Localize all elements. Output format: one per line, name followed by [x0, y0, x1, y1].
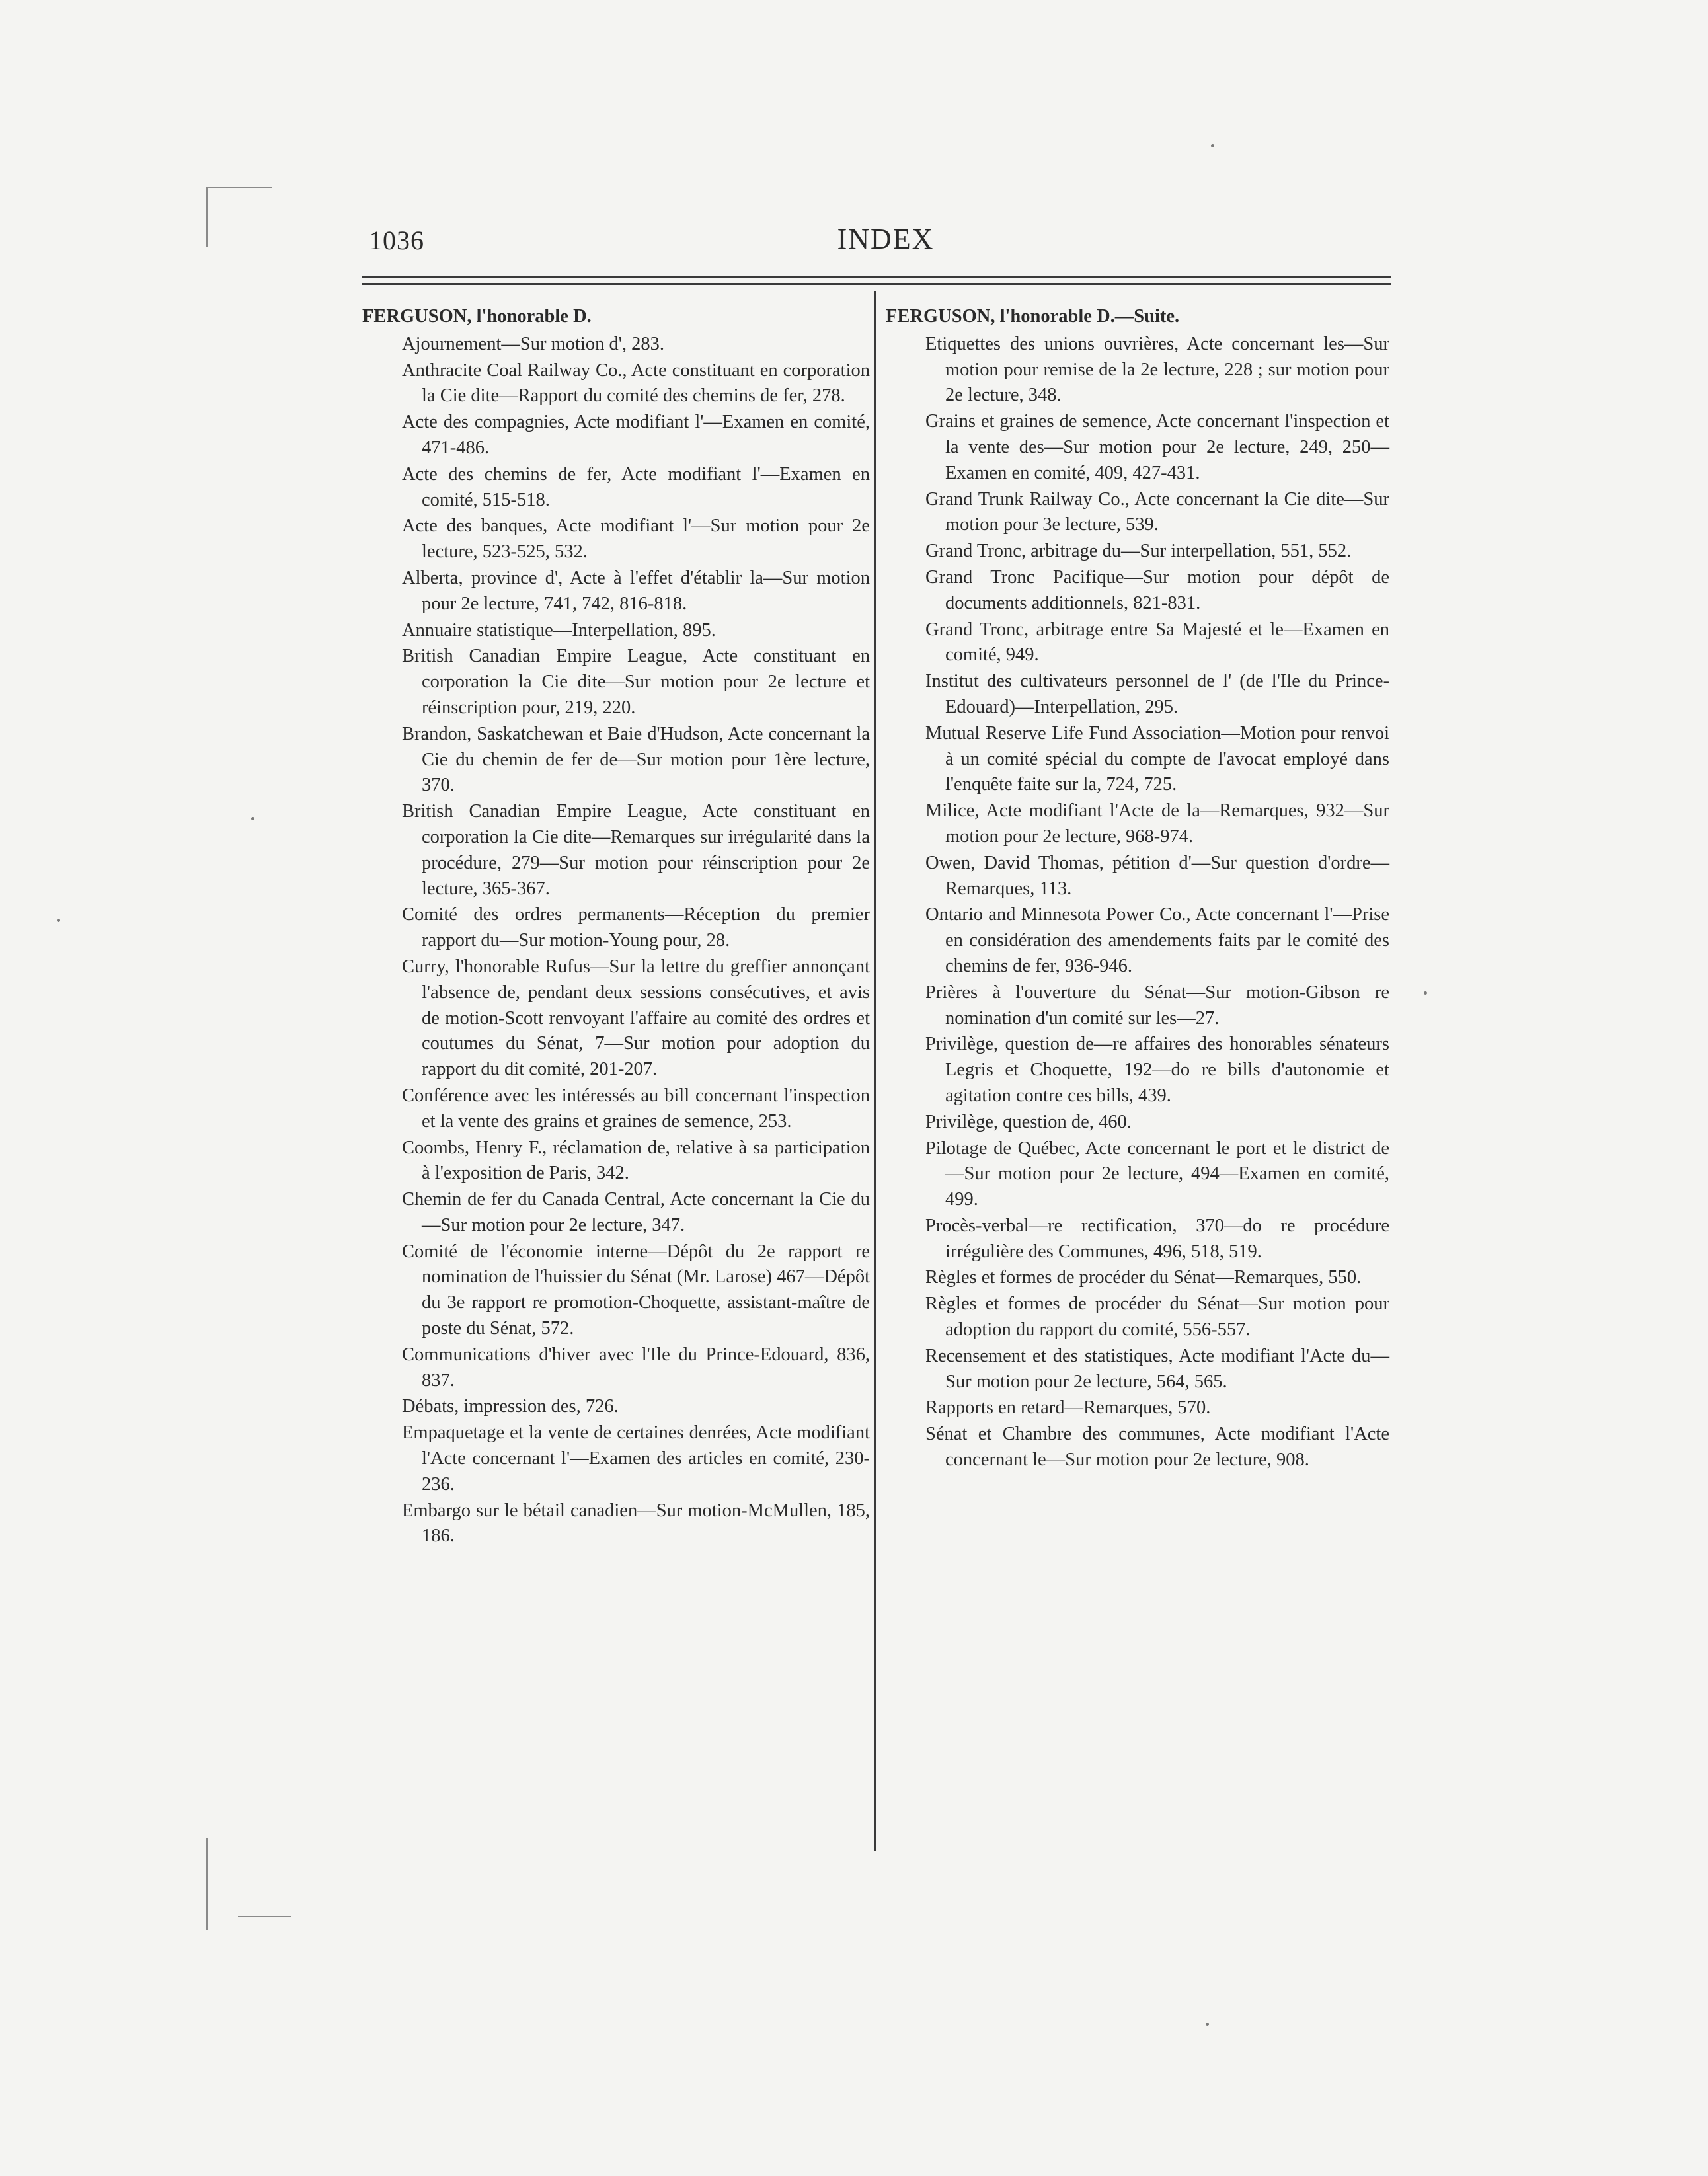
header-rule-bottom: [362, 283, 1391, 285]
index-entry: Anthracite Coal Railway Co., Acte constituant en corporation la Cie dite—Rapport du comité des chemins de fer, 278.: [402, 360, 870, 407]
index-entry-list: [362, 332, 870, 1549]
index-entry: Privilège, question de, 460.: [925, 1111, 1132, 1132]
index-entry: Ontario and Minnesota Power Co., Acte concernant l'—Prise en considération des amendements faits par le comité des chemins de fer, 936-946.: [925, 904, 1389, 976]
index-entry: Grand Trunk Railway Co., Acte concernant la Cie dite—Sur motion pour 3e lecture, 539.: [925, 488, 1389, 535]
index-entry: Communications d'hiver avec l'Ile du Prince-Edouard, 836, 837.: [402, 1344, 870, 1391]
index-entry: Curry, l'honorable Rufus—Sur la lettre du greffier annonçant l'absence de, pendant deux sessions consécutives, et avis de motion-Scott renvoyant l'affaire au comité des ordres et coutumes du Sénat, 7—Sur motion pour adoption du rapport du dit comité, 201-207.: [402, 956, 870, 1080]
index-entry: Grand Tronc, arbitrage entre Sa Majesté et le—Examen en comité, 949.: [925, 619, 1389, 666]
index-entry: Etiquettes des unions ouvrières, Acte concernant les—Sur motion pour remise de la 2e lecture, 228 ; sur motion pour 2e lecture, 348.: [925, 333, 1389, 406]
index-heading-continued: FERGUSON, l'honorable D.—Suite.: [886, 306, 1180, 327]
index-entry: Règles et formes de procéder du Sénat—Remarques, 550.: [925, 1267, 1362, 1288]
scan-speck: [251, 817, 254, 820]
crop-mark-top: [206, 187, 272, 188]
index-entry: Recensement et des statistiques, Acte modifiant l'Acte du—Sur motion pour 2e lecture, 564, 565.: [925, 1345, 1389, 1392]
index-entry: British Canadian Empire League, Acte constituant en corporation la Cie dite—Sur motion pour 2e lecture et réinscription pour, 219, 220.: [402, 646, 870, 718]
index-entry: Owen, David Thomas, pétition d'—Sur question d'ordre—Remarques, 113.: [925, 852, 1389, 899]
scan-speck: [1211, 144, 1214, 147]
crop-mark-bottom: [238, 1916, 291, 1917]
index-entry: Ajournement—Sur motion d', 283.: [402, 333, 664, 354]
index-entry: Procès-verbal—re rectification, 370—do re procédure irrégulière des Communes, 496, 518, 519.: [925, 1215, 1389, 1262]
crop-mark-left-lower: [206, 1838, 208, 1930]
index-entry: Acte des compagnies, Acte modifiant l'—Examen en comité, 471-486.: [402, 412, 870, 458]
index-heading: FERGUSON, l'honorable D.: [362, 306, 592, 327]
index-entry: Institut des cultivateurs personnel de l' (de l'Ile du Prince-Edouard)—Interpellation, 295.: [925, 671, 1389, 717]
index-entry: Comité de l'économie interne—Dépôt du 2e rapport re nomination de l'huissier du Sénat (Mr. Larose) 467—Dépôt du 3e rapport re promotion-Choquette, assistant-maître de poste du Sénat, 572.: [402, 1241, 870, 1339]
page-number: 1036: [369, 225, 424, 255]
column-divider: [874, 291, 876, 1851]
scan-speck: [57, 919, 60, 922]
header-rule-top: [362, 276, 1391, 278]
index-entry: Sénat et Chambre des communes, Acte modifiant l'Acte concernant le—Sur motion pour 2e lecture, 908.: [925, 1424, 1389, 1471]
index-entry: Grand Tronc, arbitrage du—Sur interpellation, 551, 552.: [925, 541, 1352, 562]
index-entry: Alberta, province d', Acte à l'effet d'établir la—Sur motion pour 2e lecture, 741, 742, 816-818.: [402, 567, 870, 614]
index-entry: Grand Tronc Pacifique—Sur motion pour dépôt de documents additionnels, 821-831.: [925, 566, 1389, 613]
index-entry: Conférence avec les intéressés au bill concernant l'inspection et la vente des grains et graines de semence, 253.: [402, 1085, 870, 1132]
index-entry: Pilotage de Québec, Acte concernant le port et le district de—Sur motion pour 2e lecture, 494—Examen en comité, 499.: [925, 1138, 1389, 1210]
index-entry: Prières à l'ouverture du Sénat—Sur motion-Gibson re nomination d'un comité sur les—27.: [925, 982, 1389, 1029]
index-entry: British Canadian Empire League, Acte constituant en corporation la Cie dite—Remarques sur irrégularité dans la procédure, 279—Sur motion pour réinscription pour 2e lecture, 365-367.: [402, 801, 870, 899]
index-entry: Embargo sur le bétail canadien—Sur motion-McMullen, 185, 186.: [402, 1500, 870, 1547]
index-entry: Privilège, question de—re affaires des honorables sénateurs Legris et Choquette, 192—do re bills d'autonomie et agitation contre ces bills, 439.: [925, 1034, 1389, 1106]
index-entry: Règles et formes de procéder du Sénat—Sur motion pour adoption du rapport du comité, 556-557.: [925, 1294, 1389, 1341]
index-entry: Empaquetage et la vente de certaines denrées, Acte modifiant l'Acte concernant l'—Examen des articles en comité, 230-236.: [402, 1422, 870, 1495]
running-title: INDEX: [837, 223, 935, 255]
scan-speck: [1206, 2023, 1209, 2026]
index-entry-list: [886, 332, 1389, 1473]
index-entry: Mutual Reserve Life Fund Association—Motion pour renvoi à un comité spécial du compte de l'avocat employé dans l'enquête faite sur la, 724, 725.: [925, 722, 1389, 795]
index-entry: Brandon, Saskatchewan et Baie d'Hudson, Acte concernant la Cie du chemin de fer de—Sur motion pour 1ère lecture, 370.: [402, 723, 870, 796]
scan-speck: [1424, 991, 1427, 995]
index-entry: Comité des ordres permanents—Réception du premier rapport du—Sur motion-Young pour, 28.: [402, 904, 870, 951]
index-entry: Grains et graines de semence, Acte concernant l'inspection et la vente des—Sur motion pour 2e lecture, 249, 250—Examen en comité, 409, 427-431.: [925, 411, 1389, 483]
index-entry: Chemin de fer du Canada Central, Acte concernant la Cie du—Sur motion pour 2e lecture, 347.: [402, 1189, 870, 1235]
index-entry: Acte des chemins de fer, Acte modifiant l'—Examen en comité, 515-518.: [402, 463, 870, 510]
index-entry: Rapports en retard—Remarques, 570.: [925, 1397, 1211, 1418]
index-entry: Débats, impression des, 726.: [402, 1396, 619, 1417]
index-entry: Annuaire statistique—Interpellation, 895.: [402, 619, 716, 641]
crop-mark-left: [206, 187, 208, 247]
index-entry: Acte des banques, Acte modifiant l'—Sur motion pour 2e lecture, 523-525, 532.: [402, 516, 870, 563]
index-entry: Milice, Acte modifiant l'Acte de la—Remarques, 932—Sur motion pour 2e lecture, 968-974.: [925, 800, 1389, 847]
index-column-left: [362, 304, 870, 1550]
index-column-right: [886, 304, 1389, 1474]
index-entry: Coombs, Henry F., réclamation de, relative à sa participation à l'exposition de Paris, 342.: [402, 1137, 870, 1184]
